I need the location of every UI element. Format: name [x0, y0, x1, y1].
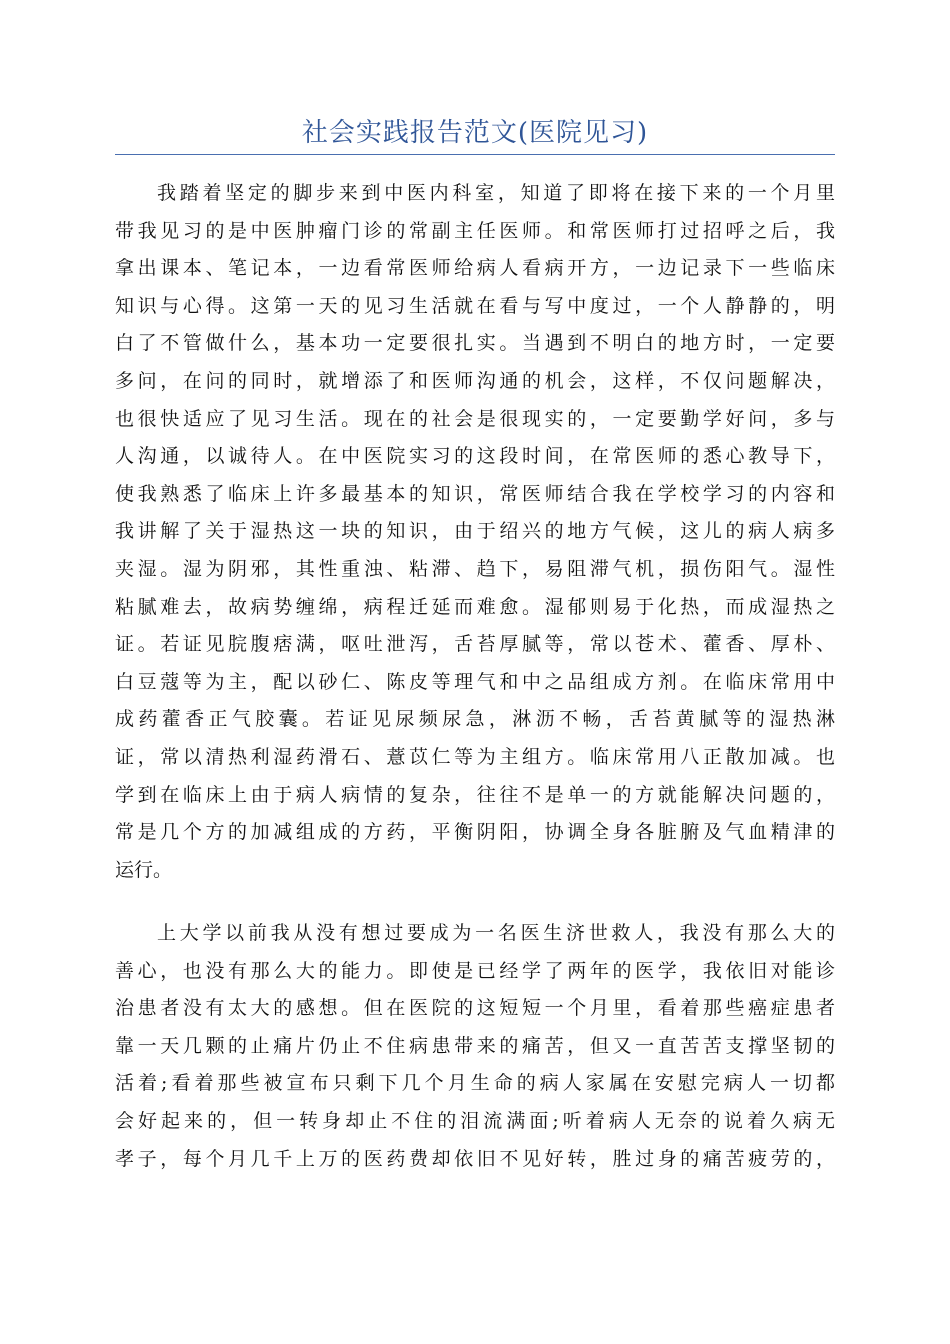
- paragraph-line: 运行。: [115, 858, 173, 881]
- paragraph-line: 白豆蔻等为主，配以砂仁、陈皮等理气和中之品组成方剂。在临床常用中: [115, 670, 835, 693]
- paragraph-line: 靠一天几颗的止痛片仍止不住病患带来的痛苦，但又一直苦苦支撑坚韧的: [115, 1034, 835, 1057]
- paragraph-line: 会好起来的，但一转身却止不住的泪流满面;听着病人无奈的说着久病无: [115, 1109, 835, 1132]
- paragraph-line: 我踏着坚定的脚步来到中医内科室，知道了即将在接下来的一个月里: [157, 182, 835, 204]
- document-title: 社会实践报告范文(医院见习): [301, 118, 649, 148]
- paragraph-line: 也很快适应了见习生活。现在的社会是很现实的，一定要勤学好问，多与: [115, 407, 835, 430]
- paragraph-line: 证，常以清热利湿药滑石、薏苡仁等为主组方。临床常用八正散加减。也: [115, 745, 835, 768]
- paragraph-line: 白了不管做什么，基本功一定要很扎实。当遇到不明白的地方时，一定要: [115, 332, 835, 355]
- paragraph-line: 证。若证见脘腹痞满，呕吐泄泻，舌苔厚腻等，常以苍术、藿香、厚朴、: [115, 633, 835, 656]
- paragraph-line: 上大学以前我从没有想过要成为一名医生济世救人，我没有那么大的: [157, 922, 835, 944]
- paragraph-line: 我讲解了关于湿热这一块的知识，由于绍兴的地方气候，这儿的病人病多: [115, 520, 835, 543]
- paragraph-line: 活着;看着那些被宣布只剩下几个月生命的病人家属在安慰完病人一切都: [115, 1072, 835, 1095]
- paragraph-line: 拿出课本、笔记本，一边看常医师给病人看病开方，一边记录下一些临床: [115, 257, 835, 280]
- paragraph-line: 善心，也没有那么大的能力。即使是已经学了两年的医学，我依旧对能诊: [115, 959, 835, 982]
- paragraph-line: 学到在临床上由于病人病情的复杂，往往不是单一的方就能解决问题的，: [115, 783, 835, 806]
- paragraph-line: 孝子，每个月几千上万的医药费却依旧不见好转，胜过身的痛苦疲劳的，: [115, 1147, 835, 1170]
- paragraph-line: 带我见习的是中医肿瘤门诊的常副主任医师。和常医师打过招呼之后，我: [115, 219, 835, 242]
- paragraph-line: 多问，在问的同时，就增添了和医师沟通的机会，这样，不仅问题解决，: [115, 369, 835, 392]
- paragraph-line: 常是几个方的加减组成的方药，平衡阴阳，协调全身各脏腑及气血精津的: [115, 821, 835, 844]
- paragraph-line: 使我熟悉了临床上许多最基本的知识，常医师结合我在学校学习的内容和: [115, 482, 835, 505]
- paragraph-hospital-internship: [115, 175, 835, 889]
- paragraph-line: 成药藿香正气胶囊。若证见尿频尿急，淋沥不畅，舌苔黄腻等的湿热淋: [115, 708, 835, 731]
- title-underline: [115, 154, 835, 155]
- paragraph-line: 粘腻难去，故病势缠绵，病程迁延而难愈。湿郁则易于化热，而成湿热之: [115, 595, 835, 618]
- paragraph-line: 人沟通，以诚待人。在中医院实习的这段时间，在常医师的悉心教导下，: [115, 445, 835, 468]
- paragraph-line: 夹湿。湿为阴邪，其性重浊、粘滞、趋下，易阻滞气机，损伤阳气。湿性: [115, 557, 835, 580]
- paragraph-line: 治患者没有太大的感想。但在医院的这短短一个月里，看着那些癌症患者: [115, 997, 835, 1020]
- paragraph-line: 知识与心得。这第一天的见习生活就在看与写中度过，一个人静静的，明: [115, 294, 835, 317]
- paragraph-reflection: [115, 915, 835, 1178]
